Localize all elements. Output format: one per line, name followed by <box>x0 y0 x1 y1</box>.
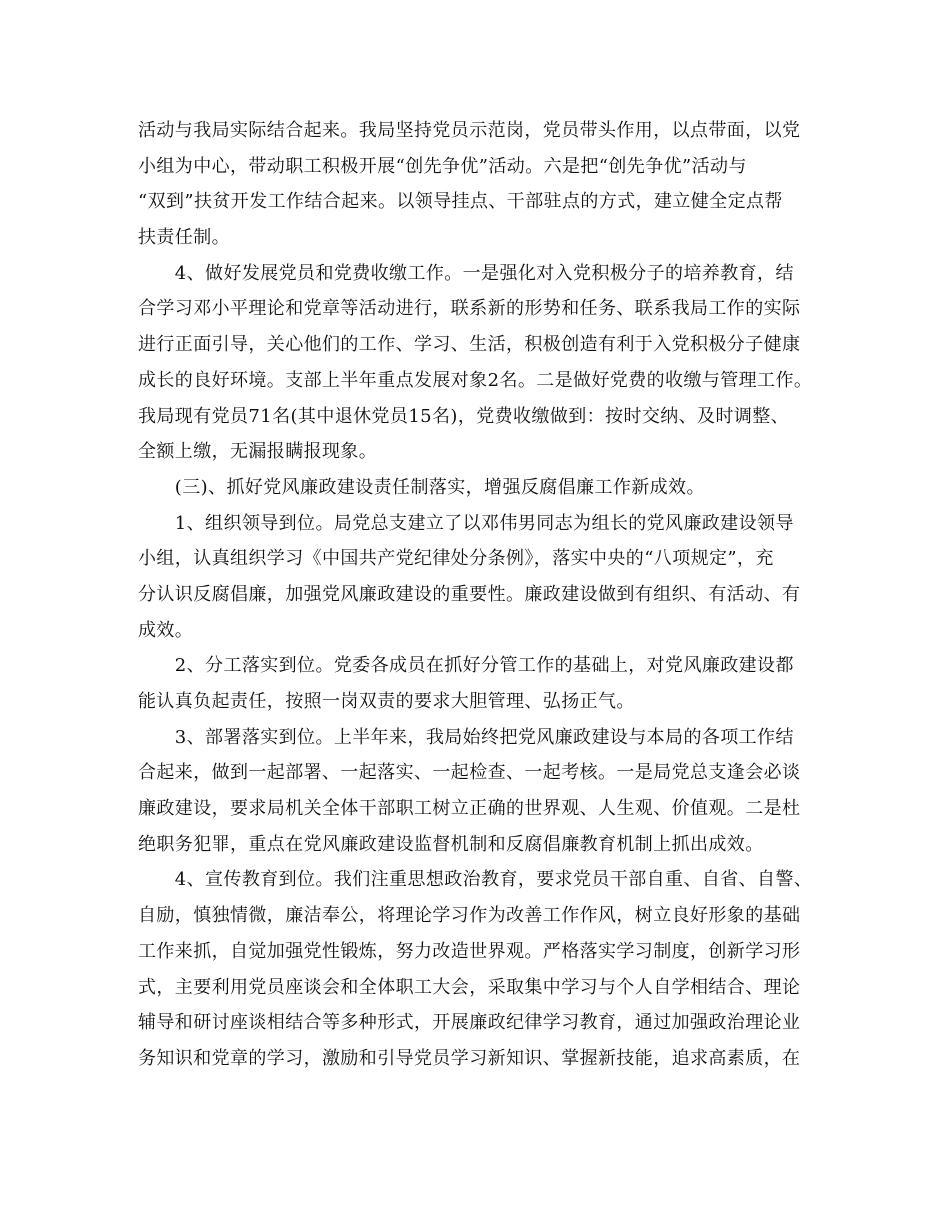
text-line: 活动与我局实际结合起来。我局坚持党员示范岗，党员带头作用，以点带面，以党 <box>138 120 801 141</box>
text-line: 成效。 <box>138 619 194 641</box>
text-line: 全额上缴，无漏报瞒报现象。 <box>138 441 378 463</box>
text-line: 辅导和研讨座谈相结合等多种形式，开展廉政纪律学习教育，通过加强政治理论业 <box>138 1012 801 1034</box>
text-line: 合起来，做到一起部署、一起落实、一起检查、一起考核。一是局党总支逢会必谈 <box>138 762 801 784</box>
text-line: 4、做好发展党员和党费收缴工作。一是强化对入党积极分子的培养教育，结 <box>138 262 794 284</box>
text-line: 能认真负起责任，按照一岗双责的要求大胆管理、弘扬正气。 <box>138 691 635 712</box>
text-line: 合学习邓小平理论和党章等活动进行，联系新的形势和任务、联系我局工作的实际 <box>138 298 801 320</box>
text-line: 廉政建设，要求局机关全体干部职工树立正确的世界观、人生观、价值观。二是杜 <box>138 798 801 820</box>
text-line: 工作来抓，自觉加强党性锻炼，努力改造世界观。严格落实学习制度，创新学习形 <box>138 940 801 962</box>
text-line: 我局现有党员71名(其中退休党员15名)，党费收缴做到：按时交纳、及时调整、 <box>138 405 790 427</box>
text-line: 自励，慎独情微，廉洁奉公，将理论学习作为改善工作作风，树立良好形象的基础 <box>138 905 801 927</box>
text-line: 成长的良好环境。支部上半年重点发展对象2名。二是做好党费的收缴与管理工作。 <box>138 369 813 391</box>
text-line: 绝职务犯罪，重点在党风廉政建设监督机制和反腐倡廉教育机制上抓出成效。 <box>138 833 764 855</box>
text-line: “双到”扶贫开发工作结合起来。以领导挂点、干部驻点的方式，建立健全定点帮 <box>138 191 783 213</box>
text-line: 小组，认真组织学习《中国共产党纪律处分条例》，落实中央的“八项规定”，充 <box>138 548 774 570</box>
text-line: 扶责任制。 <box>138 227 230 249</box>
text-line: (三)、抓好党风廉政建设责任制落实，增强反腐倡廉工作新成效。 <box>138 476 705 498</box>
text-line: 小组为中心，带动职工积极开展“创先争优”活动。六是把“创先争优”活动与 <box>138 155 747 177</box>
text-line: 2、分工落实到位。党委各成员在抓好分管工作的基础上，对党风廉政建设都 <box>138 655 794 677</box>
text-line: 1、组织领导到位。局党总支建立了以邓伟男同志为组长的党风廉政建设领导 <box>138 512 794 534</box>
text-line: 4、宣传教育到位。我们注重思想政治教育，要求党员干部自重、自省、自警、 <box>138 869 813 891</box>
text-line: 进行正面引导，关心他们的工作、学习、生活，积极创造有利于入党积极分子健康 <box>138 334 801 356</box>
text-line: 务知识和党章的学习，激励和引导党员学习新知识、掌握新技能，追求高素质，在 <box>138 1047 801 1069</box>
text-line: 分认识反腐倡廉，加强党风廉政建设的重要性。廉政建设做到有组织、有活动、有 <box>138 583 801 605</box>
text-line: 式，主要利用党员座谈会和全体职工大会，采取集中学习与个人自学相结合、理论 <box>138 976 801 998</box>
body-text <box>138 113 818 1077</box>
text-line: 3、部署落实到位。上半年来，我局始终把党风廉政建设与本局的各项工作结 <box>138 726 794 748</box>
